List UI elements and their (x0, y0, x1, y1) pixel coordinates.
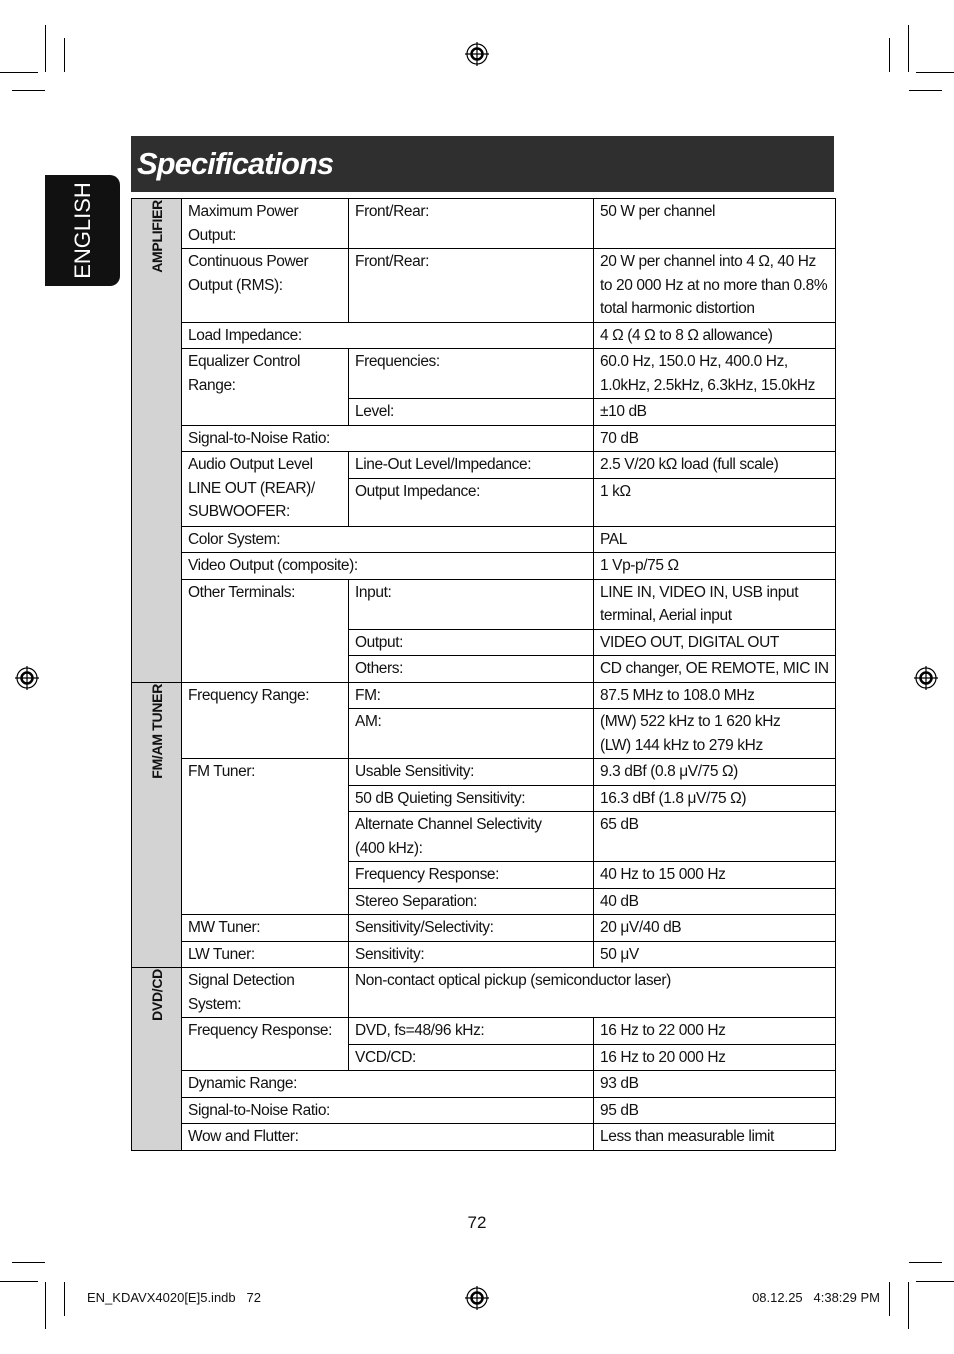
table-cell: Output: (349, 629, 594, 656)
cell-line: Alternate Channel Selectivity (355, 816, 542, 833)
table-cell: Front/Rear: (349, 199, 594, 249)
crop-mark (64, 38, 65, 72)
crop-mark (64, 1282, 65, 1316)
table-cell: Sensitivity/Selectivity: (349, 915, 594, 942)
crop-mark (45, 1282, 46, 1329)
table-row (132, 941, 836, 968)
table-cell (594, 709, 836, 759)
table-cell: ±10 dB (594, 399, 836, 426)
table-cell: Audio Output Level LINE OUT (REAR)/ SUBWOOFER: (182, 452, 349, 527)
table-row (132, 1097, 836, 1124)
footer-file-name: EN_KDAVX4020[E]5.indb 72 (87, 1290, 261, 1305)
language-tab (45, 175, 120, 286)
table-row (132, 322, 836, 349)
language-tab-label: ENGLISH (70, 182, 95, 279)
table-row (132, 452, 836, 479)
table-row (132, 349, 836, 399)
table-cell: 40 Hz to 15 000 Hz (594, 862, 836, 889)
table-cell: Video Output (composite): (182, 553, 594, 580)
table-cell: FM Tuner: (182, 759, 349, 915)
table-cell: Signal-to-Noise Ratio: (182, 425, 594, 452)
table-cell: 1 kΩ (594, 478, 836, 526)
table-cell: 20 W per channel into 4 Ω, 40 Hz to 20 000 Hz at no more than 0.8% total harmonic distortion (594, 249, 836, 323)
registration-mark-icon (914, 666, 938, 690)
table-row (132, 199, 836, 249)
section-label: FM/AM TUNER (148, 683, 165, 779)
crop-mark (908, 25, 909, 72)
title-bar (131, 136, 834, 192)
crop-mark (916, 72, 954, 73)
table-cell: Continuous Power Output (RMS): (182, 249, 349, 323)
crop-mark (909, 1262, 942, 1263)
table-cell: Line-Out Level/Impedance: (349, 452, 594, 479)
table-cell: 95 dB (594, 1097, 836, 1124)
table-cell: 16 Hz to 22 000 Hz (594, 1018, 836, 1045)
page-title: Specifications (137, 146, 334, 181)
table-row (132, 553, 836, 580)
table-cell: Stereo Separation: (349, 888, 594, 915)
table-cell: Sensitivity: (349, 941, 594, 968)
table-cell: 50 μV (594, 941, 836, 968)
table-cell: Less than measurable limit (594, 1124, 836, 1151)
table-row (132, 1124, 836, 1151)
table-cell: Equalizer Control Range: (182, 349, 349, 426)
crop-mark (916, 1281, 954, 1282)
table-cell: Frequency Range: (182, 682, 349, 759)
section-fm-am-tuner (132, 682, 182, 968)
footer-timestamp: 08.12.25 4:38:29 PM (752, 1290, 880, 1305)
table-cell: Wow and Flutter: (182, 1124, 594, 1151)
table-cell: Usable Sensitivity: (349, 759, 594, 786)
table-cell: 50 W per channel (594, 199, 836, 249)
table-cell: LW Tuner: (182, 941, 349, 968)
table-row (132, 759, 836, 786)
page-number: 72 (467, 1213, 487, 1232)
table-cell: Signal-to-Noise Ratio: (182, 1097, 594, 1124)
table-row (132, 526, 836, 553)
cell-line: (MW) 522 kHz to 1 620 kHz (600, 713, 781, 730)
registration-mark-icon (465, 1286, 489, 1310)
registration-mark-icon (15, 666, 39, 690)
table-cell: 16 Hz to 20 000 Hz (594, 1044, 836, 1071)
cell-line: (400 kHz): (355, 839, 423, 857)
table-cell: 1 Vp-p/75 Ω (594, 553, 836, 580)
table-cell: 9.3 dBf (0.8 μV/75 Ω) (594, 759, 836, 786)
section-dvd-cd (132, 968, 182, 1151)
table-row (132, 682, 836, 709)
table-cell: 20 μV/40 dB (594, 915, 836, 942)
table-row (132, 249, 836, 323)
table-cell: DVD, fs=48/96 kHz: (349, 1018, 594, 1045)
table-cell: Non-contact optical pickup (semiconductor laser) (349, 968, 836, 1018)
table-cell: 65 dB (594, 812, 836, 862)
table-cell: PAL (594, 526, 836, 553)
table-cell: Color System: (182, 526, 594, 553)
table-row (132, 915, 836, 942)
table-cell: Input: (349, 579, 594, 629)
table-cell: 60.0 Hz, 150.0 Hz, 400.0 Hz, 1.0kHz, 2.5kHz, 6.3kHz, 15.0kHz (594, 349, 836, 399)
table-row (132, 1018, 836, 1045)
crop-mark (12, 90, 45, 91)
registration-mark-icon (465, 42, 489, 66)
table-cell: Others: (349, 656, 594, 683)
cell-line: (LW) 144 kHz to 279 kHz (600, 736, 763, 754)
table-cell: 16.3 dBf (1.8 μV/75 Ω) (594, 785, 836, 812)
section-amplifier (132, 199, 182, 683)
table-cell: Level: (349, 399, 594, 426)
table-cell: 50 dB Quieting Sensitivity: (349, 785, 594, 812)
table-cell: MW Tuner: (182, 915, 349, 942)
crop-mark (0, 72, 38, 73)
table-cell: AM: (349, 709, 594, 759)
table-cell (349, 812, 594, 862)
crop-mark (45, 25, 46, 72)
crop-mark (0, 1281, 38, 1282)
section-label: DVD/CD (148, 969, 165, 1021)
table-cell: LINE IN, VIDEO IN, USB input terminal, Aerial input (594, 579, 836, 629)
crop-mark (889, 1282, 890, 1316)
table-cell: CD changer, OE REMOTE, MIC IN (594, 656, 836, 683)
table-cell: Output Impedance: (349, 478, 594, 526)
table-cell: Frequency Response: (182, 1018, 349, 1071)
table-cell: Other Terminals: (182, 579, 349, 682)
table-cell: FM: (349, 682, 594, 709)
table-cell: Maximum Power Output: (182, 199, 349, 249)
table-row (132, 579, 836, 629)
crop-mark (12, 1262, 45, 1263)
table-cell: Frequencies: (349, 349, 594, 399)
crop-mark (908, 1282, 909, 1329)
table-row (132, 425, 836, 452)
table-cell: Dynamic Range: (182, 1071, 594, 1098)
table-cell: 2.5 V/20 kΩ load (full scale) (594, 452, 836, 479)
table-cell: Load Impedance: (182, 322, 594, 349)
table-cell: 87.5 MHz to 108.0 MHz (594, 682, 836, 709)
specifications-table (131, 198, 836, 1151)
table-row (132, 1071, 836, 1098)
crop-mark (889, 38, 890, 72)
table-cell: VIDEO OUT, DIGITAL OUT (594, 629, 836, 656)
crop-mark (909, 90, 942, 91)
table-row (132, 968, 836, 1018)
table-cell: 40 dB (594, 888, 836, 915)
table-cell: Frequency Response: (349, 862, 594, 889)
table-cell: VCD/CD: (349, 1044, 594, 1071)
section-label: AMPLIFIER (148, 200, 165, 273)
table-cell: 4 Ω (4 Ω to 8 Ω allowance) (594, 322, 836, 349)
table-cell: 93 dB (594, 1071, 836, 1098)
table-cell: Front/Rear: (349, 249, 594, 323)
table-cell: Signal Detection System: (182, 968, 349, 1018)
table-cell: 70 dB (594, 425, 836, 452)
